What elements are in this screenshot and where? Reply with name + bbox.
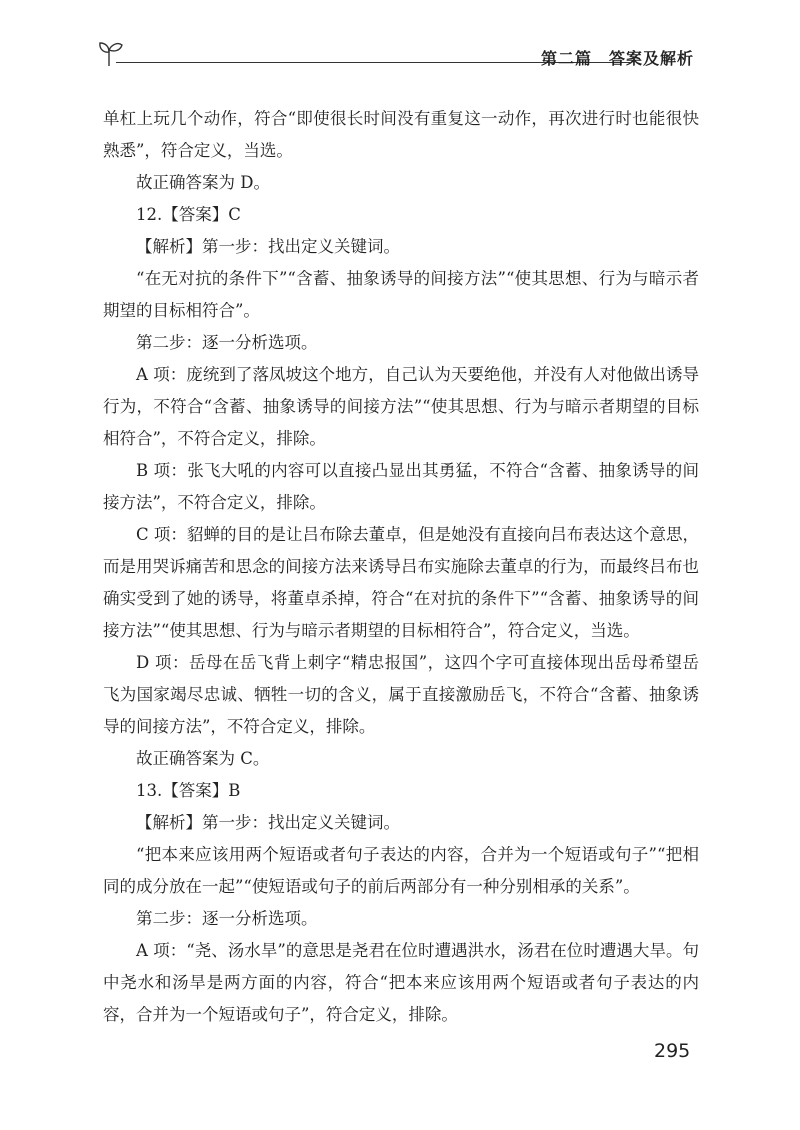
option-a: A 项：庞统到了落凤坡这个地方，自己认为天要绝他，并没有人对他做出诱导行为，不符合“含蓄、抽象诱导的间接方法”“使其思想、行为与暗示者期望的目标相符合”，不符合定义，排除。 [103, 365, 699, 448]
page-number: 295 [654, 1040, 691, 1062]
option-c: C 项：貂蝉的目的是让吕布除去董卓，但是她没有直接向吕布表达这个意思，而是用哭诉痛苦和思念的间接方法来诱导吕布实施除去董卓的行为，而最终吕布也确实受到了她的诱导，将董卓杀掉，符合“在对抗的条件下”“含蓄、抽象诱导的间接方法”“使其思想、行为与暗示者期望的目标相符合”，符合定义，当选。 [103, 525, 699, 640]
paragraph: 故正确答案为 D。 [136, 173, 270, 192]
sprout-icon [96, 36, 124, 68]
page-body [103, 103, 699, 1031]
paragraph: 第二步：逐一分析选项。 [136, 909, 318, 928]
paragraph: “把本来应该用两个短语或者句子表达的内容，合并为一个短语或句子”“把相同的成分放在一起”“使短语或句子的前后两部分有一种分别相承的关系”。 [103, 845, 699, 896]
page-header [96, 36, 696, 76]
option-b: B 项：张飞大吼的内容可以直接凸显出其勇猛，不符合“含蓄、抽象诱导的间接方法”，不符合定义，排除。 [103, 461, 699, 512]
paragraph: 第二步：逐一分析选项。 [136, 333, 318, 352]
section-title: 第二篇 答案及解析 [540, 49, 694, 68]
analysis-heading: 【解析】第一步：找出定义关键词。 [136, 237, 400, 256]
answer-heading: 12.【答案】C [136, 205, 241, 224]
paragraph: 故正确答案为 C。 [136, 749, 270, 768]
option-d: D 项：岳母在岳飞背上刺字“精忠报国”，这四个字可直接体现出岳母希望岳飞为国家竭尽忠诚、牺牲一切的含义，属于直接激励岳飞，不符合“含蓄、抽象诱导的间接方法”，不符合定义，排除。 [103, 653, 699, 736]
paragraph: “在无对抗的条件下”“含蓄、抽象诱导的间接方法”“使其思想、行为与暗示者期望的目标相符合”。 [103, 269, 699, 320]
analysis-heading: 【解析】第一步：找出定义关键词。 [136, 813, 400, 832]
answer-heading: 13.【答案】B [136, 781, 241, 800]
option-a: A 项：“尧、汤水旱”的意思是尧君在位时遭遇洪水，汤君在位时遭遇大旱。句中尧水和汤旱是两方面的内容，符合“把本来应该用两个短语或者句子表达的内容，合并为一个短语或句子”，符合定义，排除。 [103, 941, 699, 1024]
paragraph: 单杠上玩几个动作，符合“即使很长时间没有重复这一动作，再次进行时也能很快熟悉”，符合定义，当选。 [103, 109, 699, 160]
